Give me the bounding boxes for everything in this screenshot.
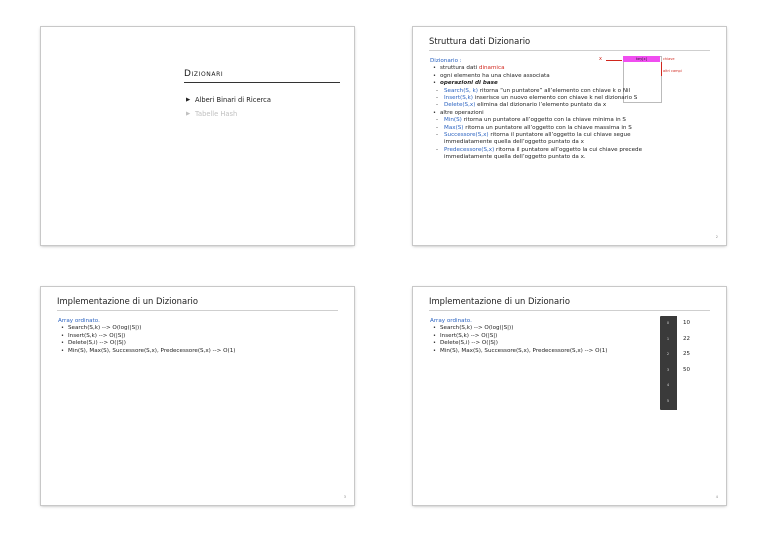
operation-name: Insert(S,k) <box>444 95 473 102</box>
slide-title: Implementazione di un Dizionario <box>429 296 570 306</box>
sub-bullet <box>430 102 642 109</box>
triangle-right-icon: ▶ <box>186 111 191 117</box>
operation-name: Max(S) <box>444 124 464 131</box>
operation-desc: ritorna un puntatore all’oggetto con la chiave minima in S <box>461 117 626 124</box>
slide-title: Implementazione di un Dizionario <box>57 296 198 306</box>
slide-body <box>430 318 607 355</box>
slide-1[interactable] <box>41 27 354 245</box>
bullet: • Insert(S,k) --> O(|S|) <box>430 333 607 340</box>
slide-3[interactable] <box>41 287 354 505</box>
slide-4[interactable] <box>413 287 726 505</box>
array-cell <box>660 347 696 363</box>
pointer-label: x <box>599 56 602 62</box>
bullet: • Delete(S,i) --> O(|S|) <box>58 340 235 347</box>
key-caption: chiave <box>663 56 675 61</box>
page-number: 4 <box>715 495 718 499</box>
bullet <box>430 110 642 117</box>
title-rule <box>184 82 340 83</box>
page-number: 3 <box>343 495 346 499</box>
title-rule <box>57 310 338 311</box>
bullet-text: operazioni di base <box>440 80 498 87</box>
sub-bullet-continuation: immediatamente quella dell’oggetto puntato da x. <box>444 154 586 161</box>
other-fields-caption: altri campi <box>663 69 682 73</box>
sub-bullet <box>430 125 642 132</box>
bullet-text: altre operazioni <box>440 109 484 116</box>
topic-list <box>186 93 271 121</box>
bullet: • Search(S,k) --> O(log(|S|)) <box>430 325 607 332</box>
sub-bullet <box>430 117 642 124</box>
bullet <box>430 73 642 80</box>
operation-name: Search(S, k) <box>444 87 478 94</box>
array-value <box>677 378 696 394</box>
sub-bullet <box>430 132 642 139</box>
bullet-text: struttura dati <box>440 65 479 72</box>
array-value: 25 <box>677 347 696 363</box>
section-heading: Array ordinato. <box>430 318 472 324</box>
triangle-right-icon: ▶ <box>186 97 191 103</box>
bullet: • Delete(S,i) --> O(|S|) <box>430 340 607 347</box>
array-figure <box>660 316 696 410</box>
page-number: 2 <box>715 235 718 239</box>
sub-bullet <box>430 88 642 95</box>
slide-title: Struttura dati Dizionario <box>429 36 531 46</box>
array-index: 0 <box>666 321 670 325</box>
topic-label: Tabelle Hash <box>195 110 238 118</box>
slide-2[interactable] <box>413 27 726 245</box>
array-value <box>677 394 696 410</box>
title-rule <box>429 310 710 311</box>
array-index: 2 <box>666 352 670 357</box>
topic-item-alberi <box>186 93 271 107</box>
sub-bullet <box>430 147 642 154</box>
array-index: 5 <box>666 399 670 403</box>
operation-desc: ritorna il puntatore all’oggetto la cui chiave precede <box>494 146 643 153</box>
operation-name: Successore(S,x) <box>444 132 489 139</box>
operation-desc: ritorna un puntatore all’oggetto con la chiave massima in S <box>463 124 632 131</box>
bullet: • Search(S,k) --> O(log(|S|)) <box>58 325 235 332</box>
fields-bracket <box>661 62 662 76</box>
operation-desc: elimina dal dizionario l’elemento puntato da x <box>475 102 607 109</box>
highlight-text: dinamica <box>478 65 505 72</box>
sub-bullet-continuation: immediatamente quella dell’oggetto puntato da x <box>444 139 584 146</box>
bullet <box>430 80 642 87</box>
bullet: • Min(S), Max(S), Successore(S,x), Predecessore(S,x) --> O(1) <box>58 348 235 355</box>
array-cell <box>660 394 696 410</box>
section-heading: Dizionario : <box>430 58 462 64</box>
key-label: key[x] <box>636 56 647 61</box>
operation-name: Min(S) <box>444 117 462 124</box>
topic-label: Alberi Binari di Ricerca <box>195 96 271 104</box>
slide-body <box>430 58 642 162</box>
topic-item-hash <box>186 107 271 121</box>
operation-desc: inserisce un nuovo elemento con chiave k nel dizionario S <box>472 95 638 102</box>
operation-name: Delete(S,x) <box>444 102 476 109</box>
array-cell <box>660 332 696 348</box>
bullet: • Min(S), Max(S), Successore(S,x), Predecessore(S,x) --> O(1) <box>430 348 607 355</box>
array-index: 1 <box>666 336 670 341</box>
operation-desc: ritorna il puntatore all’oggetto la cui chiave segue <box>488 132 631 139</box>
operation-desc: ritorna “un puntatore” all’elemento con chiave k o Nil <box>477 87 631 94</box>
array-value: 50 <box>677 363 696 379</box>
array-cell <box>660 316 696 332</box>
array-value: 10 <box>677 316 696 332</box>
bullet-text: ogni elemento ha una chiave associata <box>440 72 550 79</box>
operation-name: Predecessore(S,x) <box>444 146 495 153</box>
array-index: 4 <box>666 383 670 388</box>
array-value: 22 <box>677 332 696 348</box>
array-cell <box>660 378 696 394</box>
sub-bullet <box>430 95 642 102</box>
title-rule <box>429 50 710 51</box>
array-index: 3 <box>666 367 670 372</box>
array-cell <box>660 363 696 379</box>
slide-body <box>58 318 235 355</box>
slide-title: Dizionari <box>184 69 224 79</box>
section-heading: Array ordinato. <box>58 318 100 324</box>
bullet: • Insert(S,k) --> O(|S|) <box>58 333 235 340</box>
bullet <box>430 65 642 72</box>
